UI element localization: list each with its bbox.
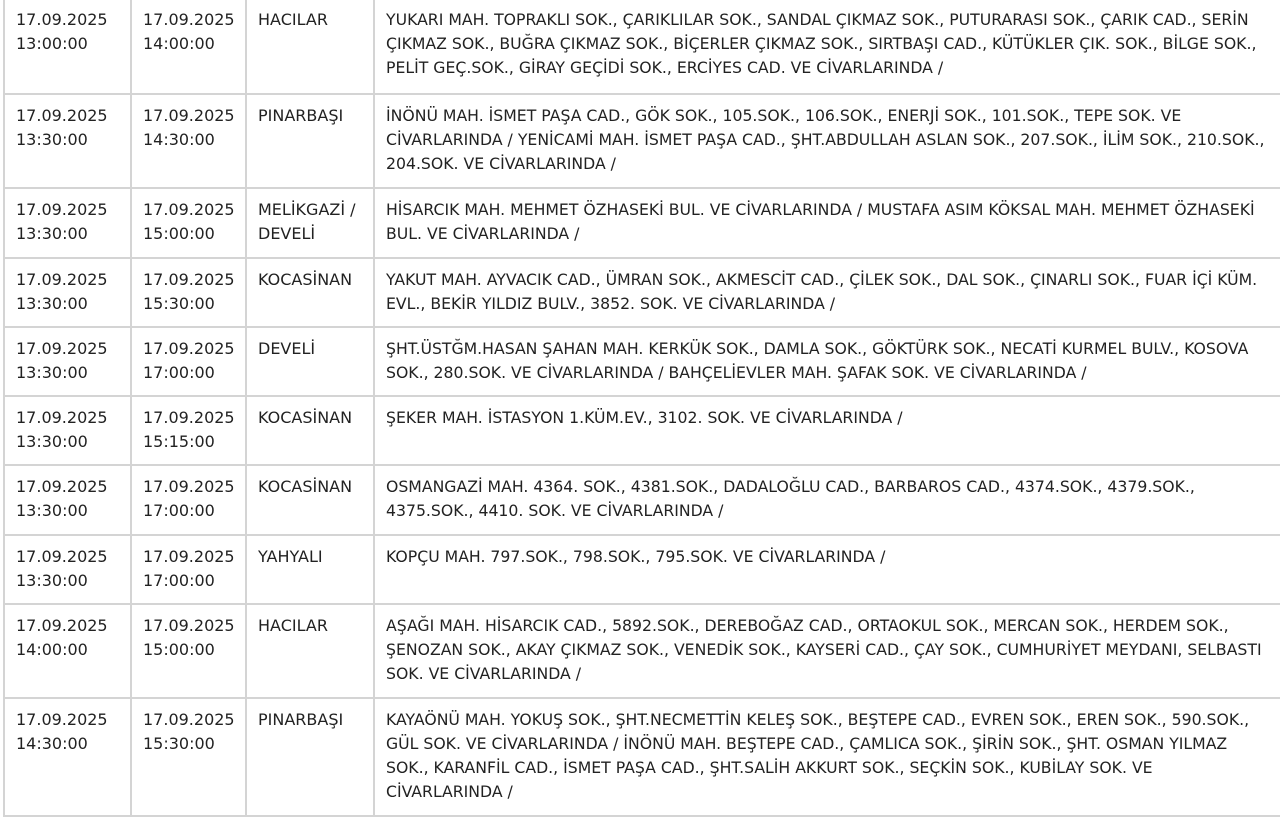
affected-area: AŞAĞI MAH. HİSARCIK CAD., 5892.SOK., DEREBOĞAZ CAD., ORTAOKUL SOK., MERCAN SOK., HERDEM SOK., ŞENOZAN SOK., AKAY ÇIKMAZ SOK., VENEDİK SOK., KAYSERİ CAD., ÇAY SOK., CUMHURİYET MEYDANI, SELBASTI SOK. VE CİVARLARINDA / [386,616,1262,683]
end-time: 14:00:00 [143,34,215,53]
affected-area: KAYAÖNÜ MAH. YOKUŞ SOK., ŞHT.NECMETTİN KELEŞ SOK., BEŞTEPE CAD., EVREN SOK., EREN SOK., 590.SOK., GÜL SOK. VE CİVARLARINDA / İNÖNÜ MAH. BEŞTEPE CAD., ÇAMLICA SOK., ŞİRİN SOK., ŞHT. OSMAN YILMAZ SOK., KARANFİL CAD., İSMET PAŞA CAD., ŞHT.SALİH AKKURT SOK., SEÇKİN SOK., KUBİLAY SOK. VE CİVARLARINDA / [386,710,1250,801]
start-date: 17.09.2025 [16,616,108,635]
affected-area: OSMANGAZİ MAH. 4364. SOK., 4381.SOK., DADALOĞLU CAD., BARBAROS CAD., 4374.SOK., 4379.SOK., 4375.SOK., 4410. SOK. VE CİVARLARINDA / [386,477,1195,520]
end-date: 17.09.2025 [143,547,235,566]
start-time: 13:30:00 [16,571,88,590]
district-cell [246,604,374,698]
end-datetime-cell [131,258,246,327]
end-date: 17.09.2025 [143,270,235,289]
area-cell [374,535,1280,604]
end-date: 17.09.2025 [143,10,235,29]
district: YAHYALI [258,547,323,566]
end-time: 17:00:00 [143,363,215,382]
district-cell [246,0,374,94]
district-cell [246,327,374,396]
start-time: 13:30:00 [16,130,88,149]
district-cell [246,535,374,604]
start-date: 17.09.2025 [16,339,108,358]
area-cell [374,258,1280,327]
table-row [4,535,1280,604]
end-time: 14:30:00 [143,130,215,149]
start-time: 13:30:00 [16,432,88,451]
district-cell [246,188,374,258]
start-date: 17.09.2025 [16,200,108,219]
table-row [4,396,1280,465]
district: KOCASİNAN [258,270,353,289]
table-row [4,465,1280,535]
district-cell [246,258,374,327]
end-time: 17:00:00 [143,501,215,520]
end-datetime-cell [131,94,246,188]
end-date: 17.09.2025 [143,408,235,427]
start-time: 13:00:00 [16,34,88,53]
end-date: 17.09.2025 [143,339,235,358]
start-date: 17.09.2025 [16,710,108,729]
area-cell [374,698,1280,816]
end-datetime-cell [131,0,246,94]
end-date: 17.09.2025 [143,477,235,496]
outage-table [3,0,1280,817]
end-time: 15:15:00 [143,432,215,451]
end-time: 15:00:00 [143,640,215,659]
affected-area: KOPÇU MAH. 797.SOK., 798.SOK., 795.SOK. VE CİVARLARINDA / [386,547,886,566]
start-datetime-cell [4,465,131,535]
start-date: 17.09.2025 [16,106,108,125]
outage-table-body [4,0,1280,816]
start-datetime-cell [4,535,131,604]
district-cell [246,94,374,188]
start-datetime-cell [4,327,131,396]
end-time: 15:00:00 [143,224,215,243]
area-cell [374,188,1280,258]
district-cell [246,698,374,816]
end-datetime-cell [131,327,246,396]
area-cell [374,327,1280,396]
table-row [4,604,1280,698]
start-date: 17.09.2025 [16,547,108,566]
affected-area: YAKUT MAH. AYVACIK CAD., ÜMRAN SOK., AKMESCİT CAD., ÇİLEK SOK., DAL SOK., ÇINARLI SOK., FUAR İÇİ KÜM. EVL., BEKİR YILDIZ BULV., 3852. SOK. VE CİVARLARINDA / [386,270,1258,313]
district: MELİKGAZİ / DEVELİ [258,200,356,243]
start-datetime-cell [4,258,131,327]
district: DEVELİ [258,339,316,358]
table-row [4,0,1280,94]
end-datetime-cell [131,698,246,816]
table-row [4,188,1280,258]
start-time: 14:00:00 [16,640,88,659]
start-datetime-cell [4,0,131,94]
affected-area: HİSARCIK MAH. MEHMET ÖZHASEKİ BUL. VE CİVARLARINDA / MUSTAFA ASIM KÖKSAL MAH. MEHMET ÖZHASEKİ BUL. VE CİVARLARINDA / [386,200,1255,243]
district: KOCASİNAN [258,477,353,496]
end-datetime-cell [131,188,246,258]
district: KOCASİNAN [258,408,353,427]
affected-area: İNÖNÜ MAH. İSMET PAŞA CAD., GÖK SOK., 105.SOK., 106.SOK., ENERJİ SOK., 101.SOK., TEPE SOK. VE CİVARLARINDA / YENİCAMİ MAH. İSMET PAŞA CAD., ŞHT.ABDULLAH ASLAN SOK., 207.SOK., İLİM SOK., 210.SOK., 204.SOK. VE CİVARLARINDA / [386,106,1265,173]
start-date: 17.09.2025 [16,10,108,29]
start-time: 13:30:00 [16,501,88,520]
affected-area: ŞHT.ÜSTĞM.HASAN ŞAHAN MAH. KERKÜK SOK., DAMLA SOK., GÖKTÜRK SOK., NECATİ KURMEL BULV., KOSOVA SOK., 280.SOK. VE CİVARLARINDA / BAHÇELİEVLER MAH. ŞAFAK SOK. VE CİVARLARINDA / [386,339,1249,382]
start-datetime-cell [4,604,131,698]
start-date: 17.09.2025 [16,408,108,427]
district-cell [246,396,374,465]
area-cell [374,465,1280,535]
start-datetime-cell [4,188,131,258]
end-time: 17:00:00 [143,571,215,590]
affected-area: YUKARI MAH. TOPRAKLI SOK., ÇARIKLILAR SOK., SANDAL ÇIKMAZ SOK., PUTURARASI SOK., ÇARIK CAD., SERİN ÇIKMAZ SOK., BUĞRA ÇIKMAZ SOK., BİÇERLER ÇIKMAZ SOK., SIRTBAŞI CAD., KÜTÜKLER ÇIK. SOK., BİLGE SOK., PELİT GEÇ.SOK., GİRAY GEÇİDİ SOK., ERCİYES CAD. VE CİVARLARINDA / [386,10,1257,77]
area-cell [374,94,1280,188]
end-datetime-cell [131,465,246,535]
end-datetime-cell [131,604,246,698]
start-date: 17.09.2025 [16,270,108,289]
affected-area: ŞEKER MAH. İSTASYON 1.KÜM.EV., 3102. SOK. VE CİVARLARINDA / [386,408,903,427]
district: PINARBAŞI [258,106,344,125]
district: PINARBAŞI [258,710,344,729]
end-datetime-cell [131,396,246,465]
district: HACILAR [258,616,328,635]
end-date: 17.09.2025 [143,616,235,635]
start-datetime-cell [4,396,131,465]
area-cell [374,0,1280,94]
area-cell [374,396,1280,465]
district-cell [246,465,374,535]
end-date: 17.09.2025 [143,200,235,219]
table-row [4,258,1280,327]
table-row [4,327,1280,396]
area-cell [374,604,1280,698]
district: HACILAR [258,10,328,29]
end-time: 15:30:00 [143,294,215,313]
end-date: 17.09.2025 [143,106,235,125]
start-time: 13:30:00 [16,224,88,243]
table-row [4,698,1280,816]
end-time: 15:30:00 [143,734,215,753]
start-datetime-cell [4,94,131,188]
start-time: 13:30:00 [16,363,88,382]
end-datetime-cell [131,535,246,604]
start-datetime-cell [4,698,131,816]
start-time: 13:30:00 [16,294,88,313]
start-date: 17.09.2025 [16,477,108,496]
end-date: 17.09.2025 [143,710,235,729]
start-time: 14:30:00 [16,734,88,753]
table-row [4,94,1280,188]
